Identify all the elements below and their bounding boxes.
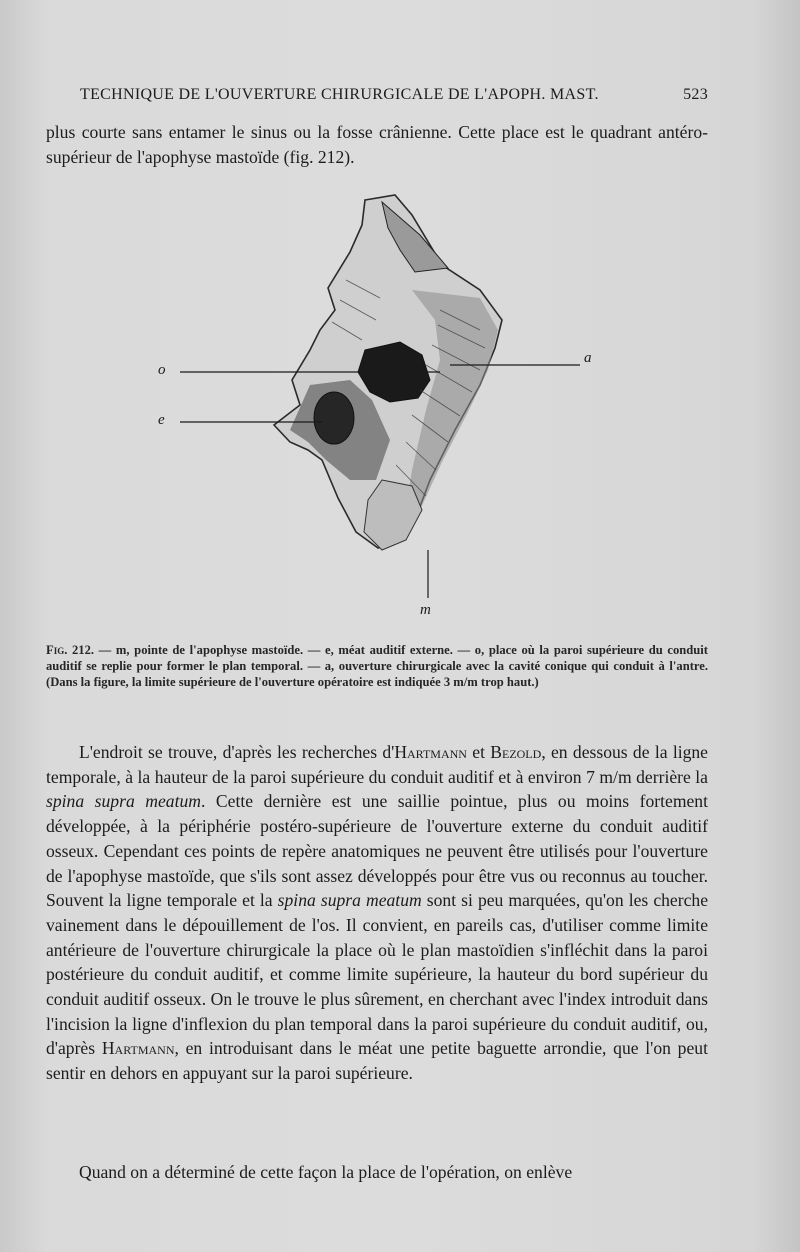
author-bezold: Bezold xyxy=(490,742,542,762)
paragraph-closing: Quand on a déterminé de cette façon la place de l'opération, on enlève xyxy=(79,1162,573,1182)
label-m: m xyxy=(420,602,431,618)
figure-caption xyxy=(46,642,708,690)
running-title: TECHNIQUE DE L'OUVERTURE CHIRURGICALE DE L'APOPH. MAST. xyxy=(80,86,599,103)
external-meatus xyxy=(314,392,354,444)
label-a: a xyxy=(584,350,592,366)
page-number: 523 xyxy=(683,86,708,103)
mastoid-illustration xyxy=(150,180,620,630)
label-o: o xyxy=(158,362,166,378)
author-hartmann-2: Hartmann xyxy=(101,1038,175,1059)
term-spina-supra-meatum-2: spina supra meatum xyxy=(277,890,422,911)
term-spina-supra-meatum: spina supra meatum xyxy=(46,791,201,812)
paragraph-opening: plus courte sans entamer le sinus ou la fosse crânienne. Cette place est le quadrant antéro-supérieur de l'apophyse mastoïde (fig. 212). xyxy=(46,122,708,167)
author-hartmann: Hartmann xyxy=(394,742,467,762)
paragraph-main: L'endroit se trouve, d'après les recherches d'Hartmann et Bezold, en dessous de la ligne temporale, à la hauteur de la paroi supérieure du conduit auditif et à environ 7 m/m derrière la spina supra meatum. Cette dernière est une saillie pointue, plus ou moins fortement développée, à la périphérie postéro-supérieure de l'ouverture externe du conduit auditif osseux. Cependant ces points de repère anatomiques ne peuvent être utilisés pour l'ouverture de l'apophyse mastoïde, que s'ils sont assez développés pour être vus ou reconnus au toucher. Souvent la ligne temporale et la spina supra meatum sont si peu marquées, qu'on les cherche vainement dans le dépouillement de l'os. Il convient, en pareils cas, d'utiliser comme limite antérieure de l'ouverture chirurgicale la place où le plan mastoïdien s'infléchit dans la paroi postérieure du conduit auditif, et comme limite supérieure, la hauteur du bord supérieur du conduit auditif osseux. On le trouve le plus sûrement, en cherchant avec l'index introduit dans l'incision la ligne d'inflexion du plan temporal dans la paroi supérieure du conduit auditif, ou, d'après Hartmann, en introduisant dans le méat une petite baguette arrondie, que l'on peut sentir en dehors en appuyant sur la paroi supérieure. xyxy=(46,742,709,1084)
label-e: e xyxy=(158,412,165,428)
caption-figure-number: Fig. 212. xyxy=(46,643,95,657)
caption-text: — m, pointe de l'apophyse mastoïde. — e, méat auditif externe. — o, place où la paroi supérieure du conduit auditif se replie pour former le plan temporal. — a, ouverture chirurgicale avec la cavité conique qui conduit à l'antre. (Dans la figure, la limite supérieure de l'ouverture opératoire est indiquée 3 m/m trop haut.) xyxy=(46,643,708,689)
figure-212 xyxy=(150,180,620,630)
